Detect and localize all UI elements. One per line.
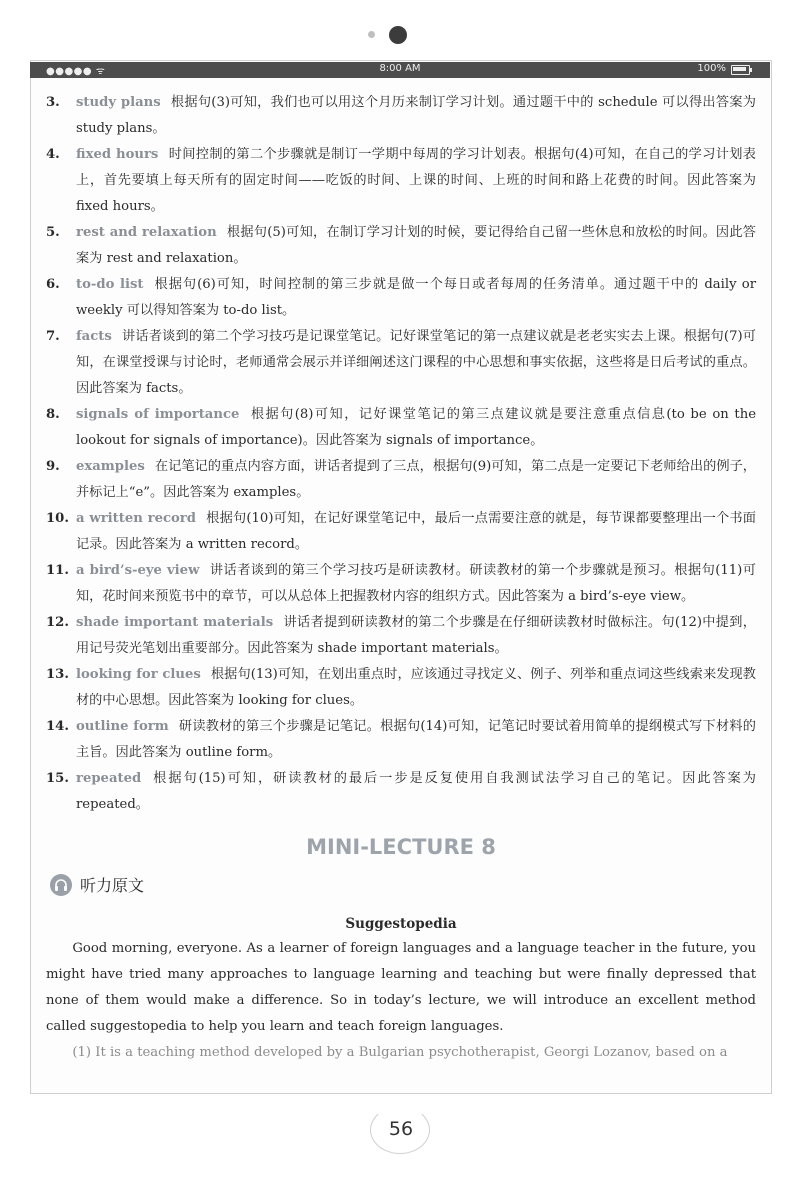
answer-key: shade important materials (76, 615, 274, 630)
signal-wifi-indicator: ●●●●● ᯤ (46, 66, 106, 77)
page-number-badge (370, 1106, 432, 1152)
answer-explanation: 讲话者谈到的第三个学习技巧是研读教材。研读教材的第一个步骤就是预习。根据句(11)可知，花时间来预览书中的章节，可以从总体上把握教材内容的组织方式。因此答案为 a bird’s-eye view。 (76, 563, 756, 604)
answer-key: fixed hours (76, 147, 159, 162)
answer-number: 5. (46, 225, 60, 240)
section-title: MINI-LECTURE 8 (306, 835, 496, 859)
headphones-icon (50, 874, 72, 896)
answer-key: repeated (76, 771, 142, 786)
answer-explanation: 时间控制的第二个步骤就是制订一学期中每周的学习计划表。根据句(4)可知，在自己的学习计划表上，首先要填上每天所有的固定时间——吃饭的时间、上课的时间、上班的时间和路上花费的时间。因此答案为 fixed hours。 (76, 147, 756, 214)
answer-explanation: 在记笔记的重点内容方面，讲话者提到了三点，根据句(9)可知，第二点是一定要记下老师给出的例子，并标记上“e”。因此答案为 examples。 (76, 459, 756, 500)
device-camera-area (0, 26, 800, 46)
answer-item (46, 272, 756, 324)
answer-number: 15. (46, 771, 69, 786)
answer-key: rest and relaxation (76, 225, 217, 240)
battery-percentage: 100% (697, 63, 726, 74)
status-time: 8:00 AM (379, 63, 421, 74)
page-number: 56 (388, 1118, 414, 1140)
answer-key: a bird’s-eye view (76, 563, 200, 578)
answer-explanation: 讲话者谈到的第二个学习技巧是记课堂笔记。记好课堂笔记的第一点建议就是老老实实去上课。根据句(7)可知，在课堂授课与讨论时，老师通常会展示并详细阐述这门课程的中心思想和事实依据，这些将是日后考试的重点。因此答案为 facts。 (76, 329, 756, 396)
answer-item (46, 662, 756, 714)
answer-item (46, 402, 756, 454)
answer-explanation: 讲话者提到研读教材的第二个步骤是在仔细研读教材时做标注。句(12)中提到，用记号荧光笔划出重要部分。因此答案为 shade important materials。 (76, 615, 756, 656)
battery-icon (731, 65, 750, 75)
answer-number: 6. (46, 277, 60, 292)
answer-list (46, 90, 756, 818)
answer-item (46, 506, 756, 558)
answer-key: a written record (76, 511, 196, 526)
answer-explanation: 根据句(15)可知，研读教材的最后一步是反复使用自我测试法学习自己的笔记。因此答案为 repeated。 (76, 771, 756, 812)
page-content (46, 90, 756, 1064)
answer-number: 12. (46, 615, 69, 630)
answer-key: study plans (76, 95, 161, 110)
answer-item (46, 220, 756, 272)
answer-number: 11. (46, 563, 69, 578)
answer-number: 3. (46, 95, 60, 110)
answer-item (46, 558, 756, 610)
answer-item (46, 142, 756, 220)
answer-explanation: 根据句(3)可知，我们也可以用这个月历来制订学习计划。通过题干中的 schedule 可以得出答案为 study plans。 (76, 95, 756, 136)
answer-number: 13. (46, 667, 69, 682)
answer-key: to-do list (76, 277, 144, 292)
answer-number: 4. (46, 147, 60, 162)
answer-key: facts (76, 329, 112, 344)
status-bar (30, 62, 770, 78)
answer-explanation: 根据句(13)可知，在划出重点时，应该通过寻找定义、例子、列举和重点词这些线索来发现教材的中心思想。因此答案为 looking for clues。 (76, 667, 756, 708)
answer-key: signals of importance (76, 407, 240, 422)
answer-explanation: 根据句(8)可知，记好课堂笔记的第三点建议就是要注意重点信息(to be on the lookout for signals of importance)。因此答案为 signals of importance。 (76, 407, 756, 448)
answer-number: 10. (46, 511, 69, 526)
answer-item (46, 766, 756, 818)
answer-number: 9. (46, 459, 60, 474)
answer-number: 7. (46, 329, 60, 344)
answer-explanation: 研读教材的第三个步骤是记笔记。根据句(14)可知，记笔记时要试着用简单的提纲模式写下材料的主旨。因此答案为 outline form。 (76, 719, 756, 760)
answer-item (46, 90, 756, 142)
subhead-label: 听力原文 (80, 876, 145, 895)
answer-key: examples (76, 459, 145, 474)
answer-item (46, 454, 756, 506)
passage-title: Suggestopedia (345, 916, 457, 932)
answer-explanation: 根据句(5)可知，在制订学习计划的时候，要记得给自己留一些休息和放松的时间。因此答案为 rest and relaxation。 (76, 225, 756, 266)
answer-item (46, 324, 756, 402)
answer-item (46, 610, 756, 662)
passage-paragraph-cutoff: (1) It is a teaching method developed by a Bulgarian psychotherapist, Georgi Lozanov, based on a (72, 1045, 728, 1060)
answer-key: outline form (76, 719, 169, 734)
answer-key: looking for clues (76, 667, 201, 682)
answer-explanation: 根据句(10)可知，在记好课堂笔记中，最后一点需要注意的就是，每节课都要整理出一个书面记录。因此答案为 a written record。 (76, 511, 756, 552)
camera-lens (389, 26, 407, 44)
listening-transcript-heading (46, 870, 756, 902)
answer-number: 8. (46, 407, 60, 422)
sensor-dot (368, 31, 375, 38)
answer-item (46, 714, 756, 766)
passage-paragraph: Good morning, everyone. As a learner of foreign languages and a language teacher in the future, you might have tried many approaches to language learning and teaching but were finally depressed that none of them would make a difference. So in today’s lecture, we will introduce an excellent method called suggestopedia to help you learn and teach foreign languages. (46, 941, 756, 1034)
answer-explanation: 根据句(6)可知，时间控制的第三步就是做一个每日或者每周的任务清单。通过题干中的 daily or weekly 可以得知答案为 to-do list。 (76, 277, 756, 318)
answer-number: 14. (46, 719, 69, 734)
